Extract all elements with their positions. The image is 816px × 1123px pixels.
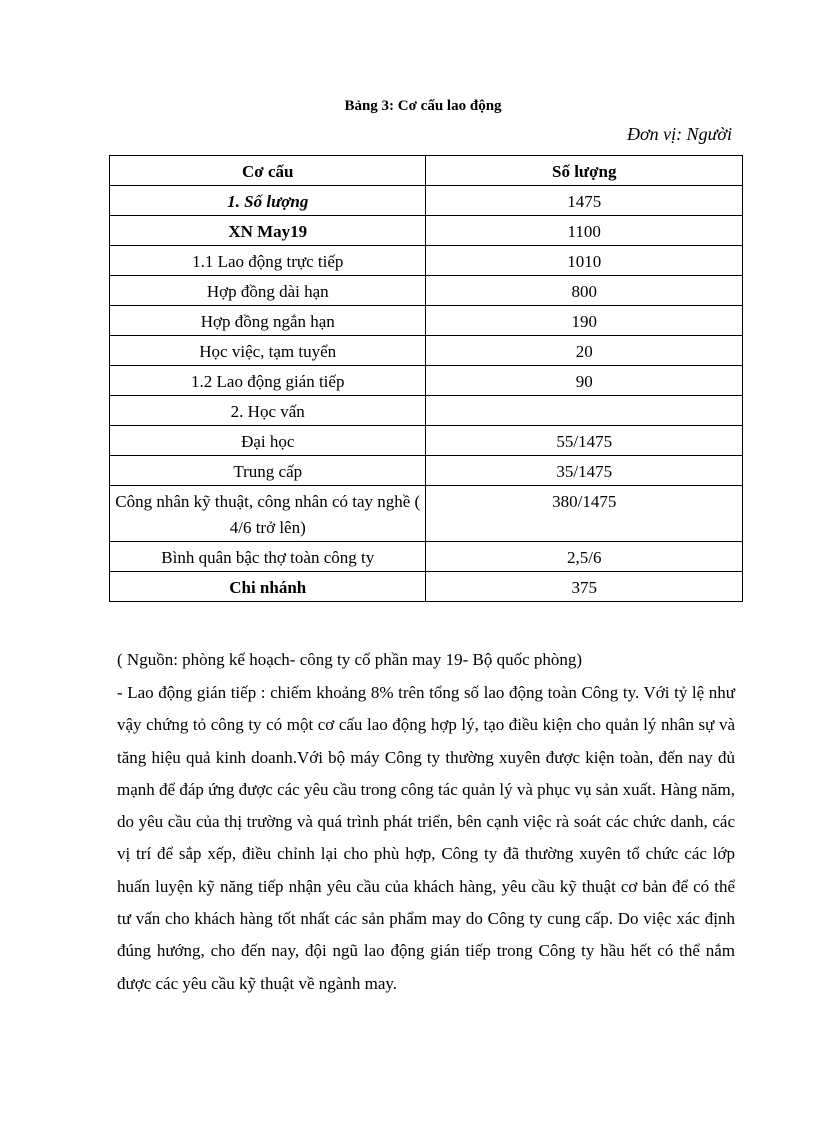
row-label: Chi nhánh xyxy=(110,572,426,602)
body-paragraph: - Lao động gián tiếp : chiếm khoảng 8% trên tổng số lao động toàn Công ty. Với tỷ lệ như vậy chứng tỏ công ty có một cơ cấu lao động hợp lý, tạo điều kiện cho quản lý nhân sự và tăng hiệu quả kinh doanh.Với bộ máy Công ty thường xuyên được kiện toàn, đến nay đủ mạnh để đáp ứng được các yêu cầu trong công tác quản lý và phục vụ sản xuất. Hàng năm, do yêu cầu của thị trường và quá trình phát triển, bên cạnh việc rà soát các chức danh, các vị trí để sắp xếp, điều chỉnh lại cho phù hợp, Công ty đã thường xuyên tổ chức các lớp huấn luyện kỹ năng tiếp nhận yêu cầu của khách hàng, yêu cầu kỹ thuật cơ bản để có thể tư vấn cho khách hàng tốt nhất các sản phẩm may do Công ty cung cấp. Do việc xác định đúng hướng, cho đến nay, đội ngũ lao động gián tiếp trong Công ty hầu hết có thể nắm được các yêu cầu kỹ thuật về ngành may. xyxy=(117,683,735,993)
row-value: 380/1475 xyxy=(426,486,743,542)
table-row xyxy=(110,456,743,486)
unit-label: Đơn vị: Người xyxy=(626,124,732,144)
source-note: ( Nguồn: phòng kế hoạch- công ty cổ phần may 19- Bộ quốc phòng) xyxy=(117,650,583,669)
table-row xyxy=(110,366,743,396)
table-row xyxy=(110,542,743,572)
table-row xyxy=(110,186,743,216)
table-header-row xyxy=(110,156,743,186)
table-row xyxy=(110,276,743,306)
row-value: 20 xyxy=(426,336,743,366)
row-label: Hợp đồng dài hạn xyxy=(110,276,426,306)
table-row xyxy=(110,426,743,456)
table-row xyxy=(110,486,743,542)
row-label: Trung cấp xyxy=(110,456,426,486)
row-label: 1.2 Lao động gián tiếp xyxy=(110,366,426,396)
row-label: Đại học xyxy=(110,426,426,456)
header-quantity: Số lượng xyxy=(426,156,743,186)
table-title: Bảng 3: Cơ cấu lao động xyxy=(344,98,502,114)
row-value: 55/1475 xyxy=(426,426,743,456)
row-value: 1475 xyxy=(426,186,743,216)
row-label: Công nhân kỹ thuật, công nhân có tay nghề ( 4/6 trở lên) xyxy=(110,486,426,542)
row-label: 1. Số lượng xyxy=(110,186,426,216)
row-label: Bình quân bậc thợ toàn công ty xyxy=(110,542,426,572)
row-value: 35/1475 xyxy=(426,456,743,486)
row-value: 190 xyxy=(426,306,743,336)
row-value: 2,5/6 xyxy=(426,542,743,572)
table-row xyxy=(110,306,743,336)
row-label: 1.1 Lao động trực tiếp xyxy=(110,246,426,276)
row-label: 2. Học vấn xyxy=(110,396,426,426)
row-label: Hợp đồng ngắn hạn xyxy=(110,306,426,336)
table-row xyxy=(110,572,743,602)
table-row xyxy=(110,336,743,366)
table-row xyxy=(110,246,743,276)
row-label: Học việc, tạm tuyển xyxy=(110,336,426,366)
row-value: 1010 xyxy=(426,246,743,276)
row-label: XN May19 xyxy=(110,216,426,246)
row-value xyxy=(426,396,743,426)
row-value: 90 xyxy=(426,366,743,396)
header-structure: Cơ cấu xyxy=(110,156,426,186)
row-value: 375 xyxy=(426,572,743,602)
table-row xyxy=(110,216,743,246)
row-value: 1100 xyxy=(426,216,743,246)
labor-structure-table xyxy=(109,155,743,602)
table-row xyxy=(110,396,743,426)
row-value: 800 xyxy=(426,276,743,306)
